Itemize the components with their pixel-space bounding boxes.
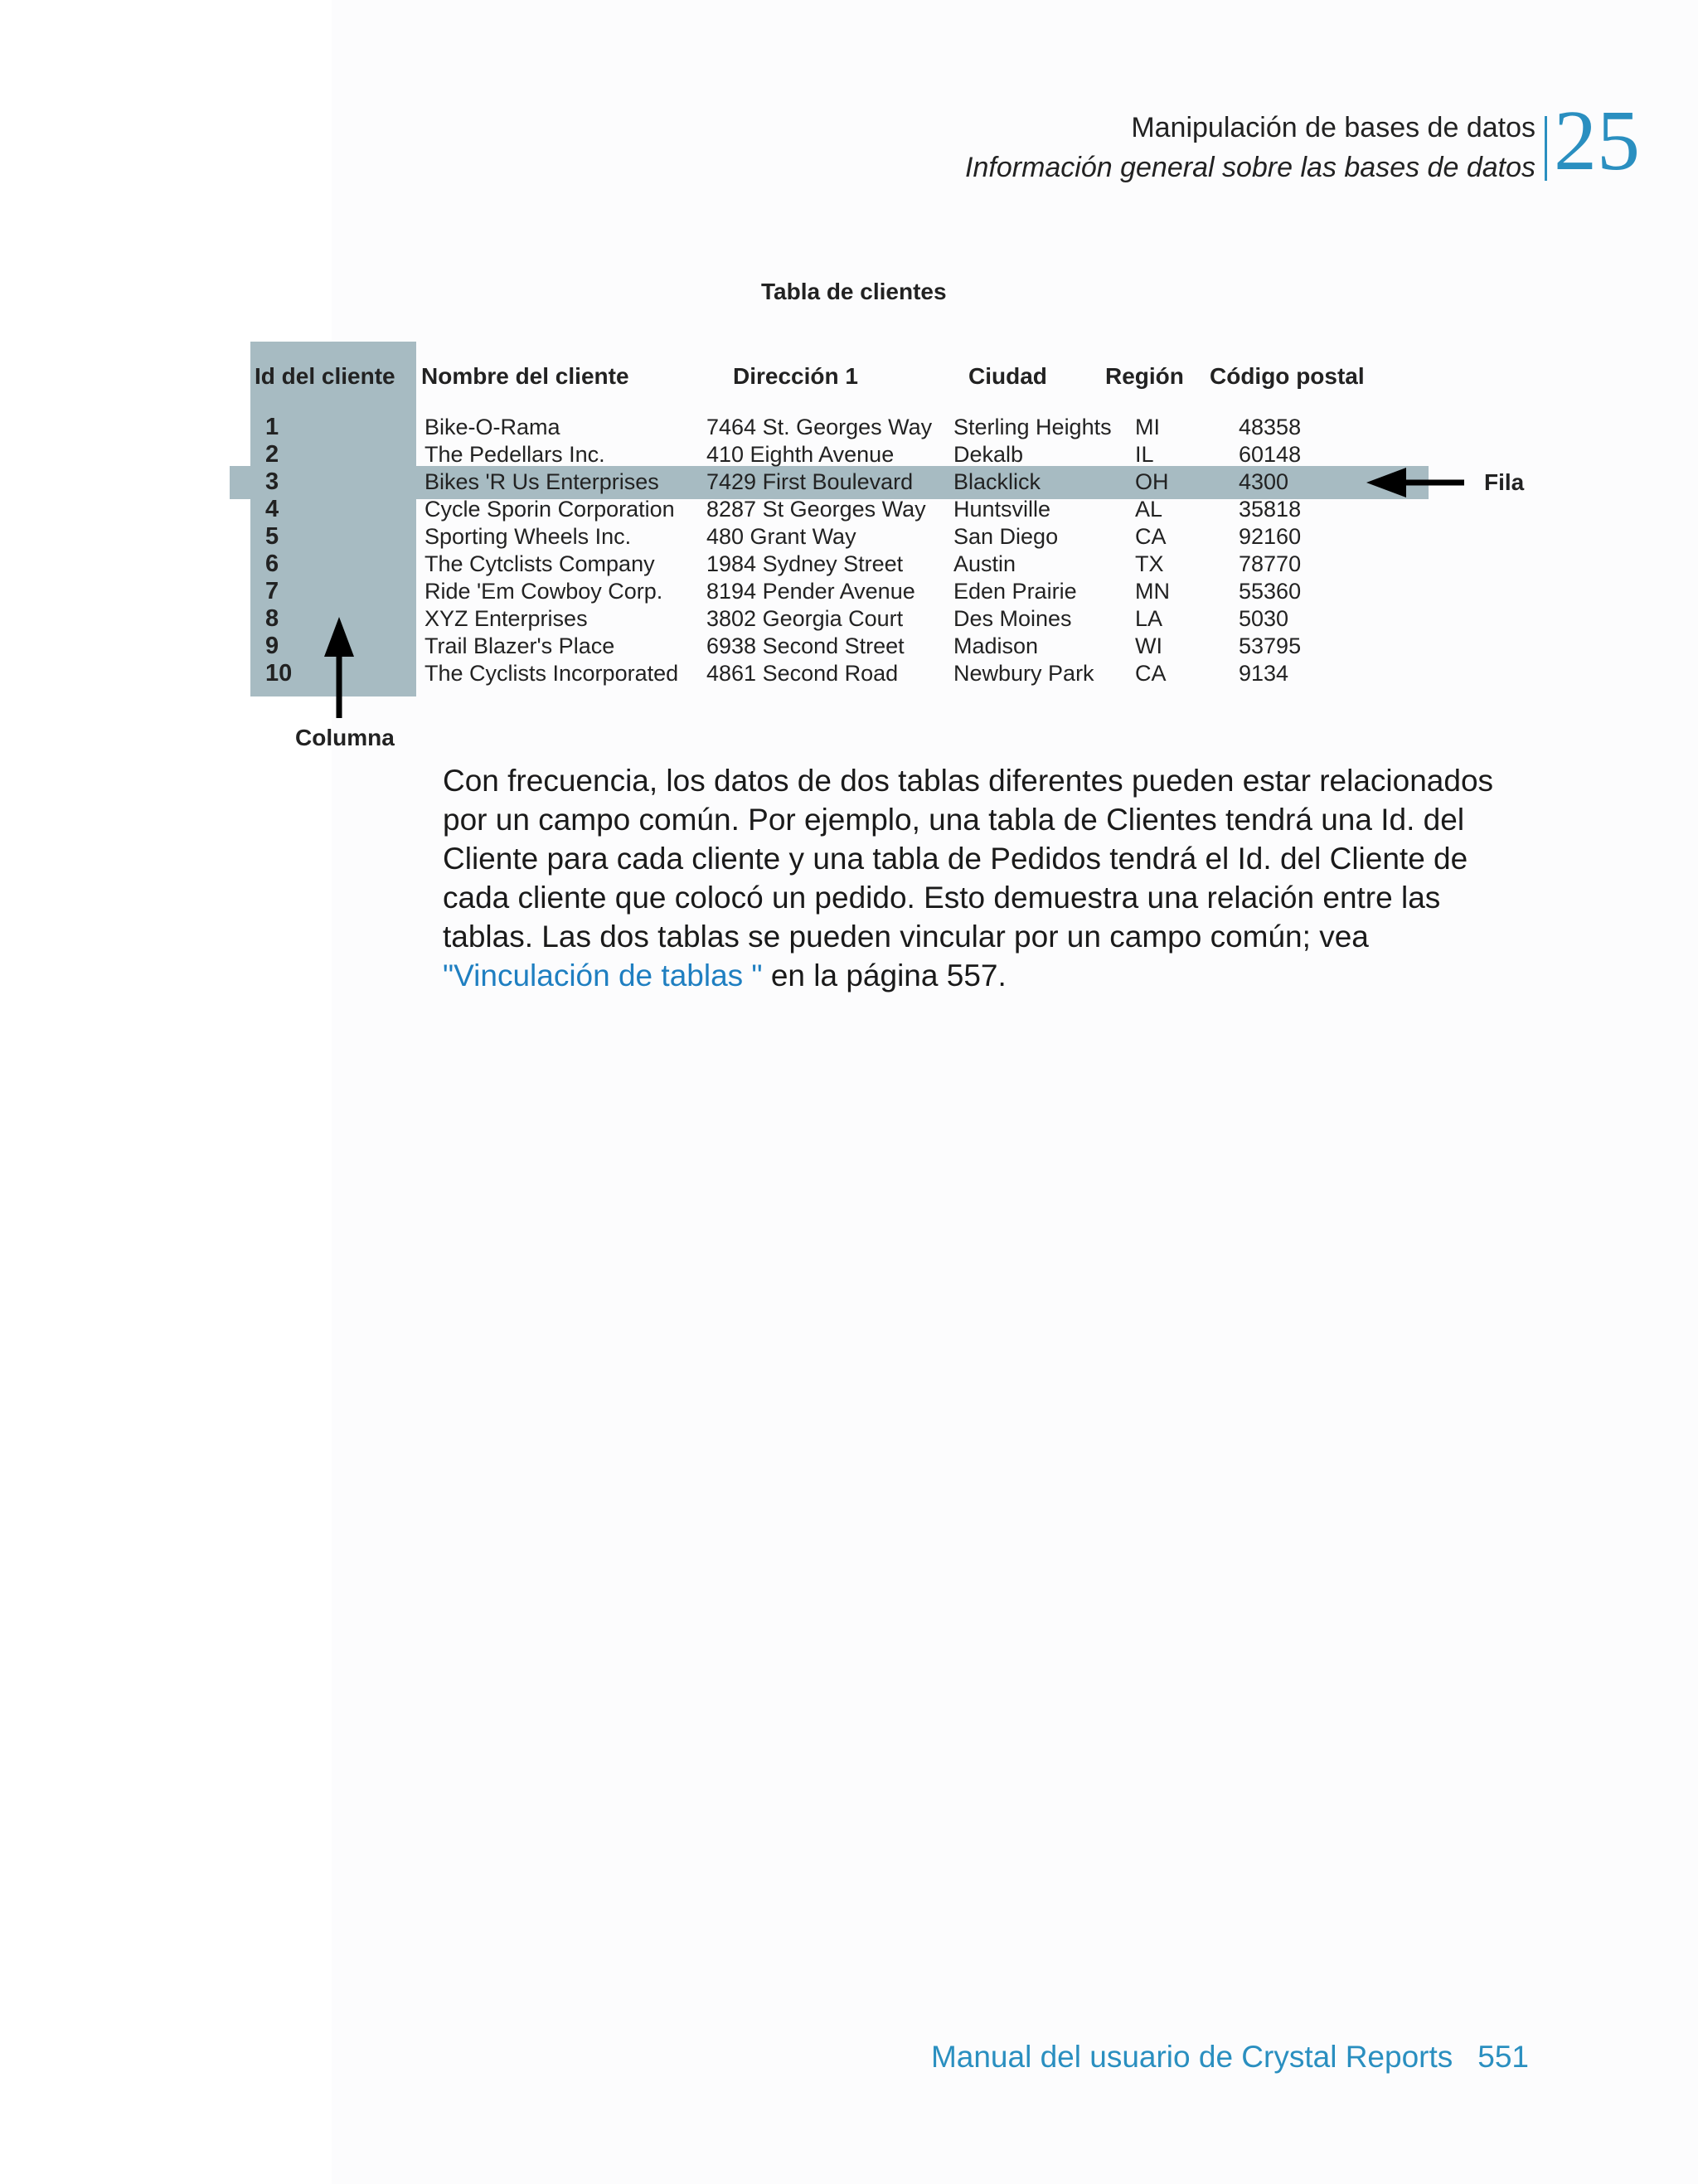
cell-region: MN [1135, 579, 1170, 604]
cell-customer-id: 10 [265, 660, 293, 687]
paragraph-line: Cliente para cada cliente y una tabla de Pedidos tendrá el Id. del Cliente de [443, 842, 1468, 876]
page-background [332, 0, 1698, 2184]
cell-customer-name: The Pedellars Inc. [424, 442, 605, 467]
cell-customer-name: The Cytclists Company [424, 551, 655, 576]
cell-city: Austin [953, 551, 1016, 576]
cell-customer-name: XYZ Enterprises [424, 606, 588, 631]
cell-customer-name: The Cyclists Incorporated [424, 661, 679, 686]
cell-customer-name: Bike-O-Rama [424, 415, 560, 439]
page-number: 551 [1477, 2040, 1529, 2074]
cell-region: OH [1135, 469, 1169, 494]
column-header-postal: Código postal [1210, 363, 1365, 389]
footer [931, 2040, 1529, 2075]
body-paragraph [443, 761, 1545, 995]
cell-region: WI [1135, 633, 1162, 658]
cross-reference-link[interactable]: "Vinculación de tablas " [443, 959, 763, 993]
cell-address: 7464 St. Georges Way [706, 415, 933, 439]
row-arrow-icon [1366, 466, 1466, 501]
link-suffix: en la página 557. [762, 959, 1007, 993]
cell-address: 4861 Second Road [706, 661, 899, 686]
cell-customer-id: 2 [265, 441, 279, 468]
cell-postal-code: 9134 [1239, 661, 1289, 686]
column-label: Columna [295, 725, 395, 750]
cell-region: LA [1135, 606, 1163, 631]
cell-city: Dekalb [953, 442, 1024, 467]
cell-customer-id: 4 [265, 496, 279, 522]
cell-customer-id: 8 [265, 605, 279, 632]
cell-region: CA [1135, 661, 1167, 686]
cell-postal-code: 5030 [1239, 606, 1289, 631]
cell-postal-code: 78770 [1239, 551, 1302, 576]
cell-city: San Diego [953, 524, 1059, 549]
column-header-city: Ciudad [968, 363, 1047, 389]
row-label: Fila [1484, 469, 1525, 495]
cell-customer-id: 1 [265, 414, 279, 440]
column-header-name: Nombre del cliente [421, 363, 629, 389]
cell-region: AL [1135, 497, 1163, 522]
cell-address: 8287 St Georges Way [706, 497, 926, 522]
paragraph-line-last [443, 956, 1545, 995]
column-header-address: Dirección 1 [733, 363, 858, 389]
manual-title: Manual del usuario de Crystal Reports [930, 2040, 1453, 2074]
paragraph-line: Con frecuencia, los datos de dos tablas diferentes pueden estar relacionados [443, 764, 1494, 798]
cell-city: Madison [953, 633, 1039, 658]
cell-customer-id: 9 [265, 633, 279, 659]
cell-address: 8194 Pender Avenue [706, 579, 915, 604]
cell-customer-name: Ride 'Em Cowboy Corp. [424, 579, 663, 604]
cell-postal-code: 48358 [1239, 415, 1302, 439]
cell-customer-name: Bikes 'R Us Enterprises [424, 469, 659, 494]
section-title: Información general sobre las bases de datos [965, 152, 1535, 183]
paragraph-line: tablas. Las dos tablas se pueden vincular por un campo común; vea [443, 920, 1369, 954]
cell-postal-code: 4300 [1239, 469, 1289, 494]
cell-postal-code: 55360 [1239, 579, 1302, 604]
cell-region: IL [1135, 442, 1154, 467]
cell-address: 3802 Georgia Court [706, 606, 904, 631]
cell-postal-code: 35818 [1239, 497, 1302, 522]
chapter-title: Manipulación de bases de datos [1131, 112, 1535, 143]
cell-region: CA [1135, 524, 1167, 549]
column-arrow-icon [323, 617, 356, 718]
cell-customer-name: Cycle Sporin Corporation [424, 497, 675, 522]
cell-city: Blacklick [953, 469, 1041, 494]
cell-postal-code: 60148 [1239, 442, 1302, 467]
cell-address: 6938 Second Street [706, 633, 905, 658]
cell-city: Des Moines [953, 606, 1072, 631]
cell-address: 410 Eighth Avenue [706, 442, 895, 467]
chapter-number: 25 [1554, 93, 1640, 188]
paragraph-line: cada cliente que colocó un pedido. Esto demuestra una relación entre las [443, 881, 1441, 915]
paragraph-line: por un campo común. Por ejemplo, una tabla de Clientes tendrá una Id. del [443, 803, 1465, 837]
cell-postal-code: 53795 [1239, 633, 1302, 658]
cell-customer-name: Sporting Wheels Inc. [424, 524, 632, 549]
cell-city: Newbury Park [953, 661, 1094, 686]
cell-customer-name: Trail Blazer's Place [424, 633, 615, 658]
cell-region: TX [1135, 551, 1164, 576]
cell-customer-id: 7 [265, 578, 279, 604]
cell-city: Huntsville [953, 497, 1051, 522]
cell-city: Eden Prairie [953, 579, 1077, 604]
cell-customer-id: 6 [265, 551, 279, 577]
cell-customer-id: 3 [265, 468, 279, 495]
header-divider [1545, 116, 1547, 181]
column-header-id: Id del cliente [255, 363, 395, 389]
cell-postal-code: 92160 [1239, 524, 1302, 549]
cell-address: 7429 First Boulevard [706, 469, 914, 494]
cell-customer-id: 5 [265, 523, 279, 550]
cell-address: 1984 Sydney Street [706, 551, 904, 576]
cell-city: Sterling Heights [953, 415, 1112, 439]
figure-title: Tabla de clientes [761, 279, 947, 304]
column-header-region: Región [1105, 363, 1184, 389]
cell-address: 480 Grant Way [706, 524, 856, 549]
cell-region: MI [1135, 415, 1160, 439]
